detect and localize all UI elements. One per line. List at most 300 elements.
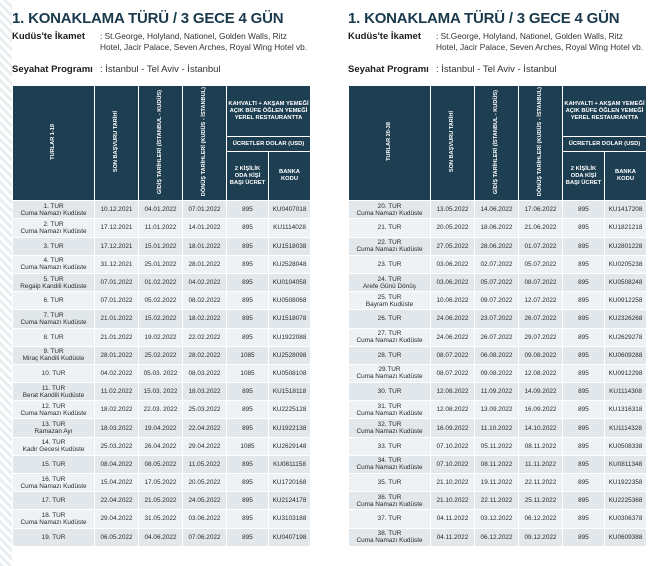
apply-date-cell: 16.09.2022 xyxy=(431,419,475,437)
tour-cell xyxy=(349,255,431,273)
table-header xyxy=(13,86,311,201)
departure-date-cell: 22.11.2022 xyxy=(475,492,519,510)
price-cell: 895 xyxy=(227,383,269,401)
apply-date-cell: 10.12.2021 xyxy=(95,201,139,219)
return-date-cell: 18.03.2022 xyxy=(183,383,227,401)
departure-date-cell: 04.01.2022 xyxy=(139,201,183,219)
return-date-cell: 05.07.2022 xyxy=(519,255,563,273)
return-date-cell: 28.01.2022 xyxy=(183,255,227,273)
tour-number: 29.TUR xyxy=(378,366,401,374)
hotel-value: : St.George, Holyland, Nationel, Golden Walls, Ritz Hotel, Jacir Palace, Seven Arches, Royal Wing Hotel vb. xyxy=(100,31,308,52)
departure-date-cell: 14.06.2022 xyxy=(475,201,519,219)
apply-date-cell: 31.12.2021 xyxy=(95,255,139,273)
bank-code-cell: KU0407018 xyxy=(269,201,311,219)
table-row xyxy=(13,383,311,401)
return-date-cell: 21.06.2022 xyxy=(519,219,563,237)
apply-date-cell: 06.05.2022 xyxy=(95,528,139,546)
right-tour-panel xyxy=(348,0,646,545)
return-date-cell: 29.07.2022 xyxy=(519,328,563,346)
price-cell: 1085 xyxy=(227,346,269,364)
price-cell: 895 xyxy=(227,219,269,237)
table-row xyxy=(13,510,311,528)
table-row xyxy=(349,201,647,219)
header-last-apply: SON BAŞVURU TARİHİ xyxy=(95,86,139,201)
header-bank-code: BANKA KODU xyxy=(269,152,311,201)
tour-note: Regaip Kandili Kudüste xyxy=(20,282,87,290)
apply-date-cell: 08.07.2022 xyxy=(431,346,475,364)
apply-date-cell: 29.04.2022 xyxy=(95,510,139,528)
tour-number: 18. TUR xyxy=(41,511,66,519)
tour-cell xyxy=(349,528,431,546)
table-row xyxy=(349,255,647,273)
table-row xyxy=(349,401,647,419)
price-cell: 895 xyxy=(563,273,605,291)
bank-code-cell: KU1114308 xyxy=(605,383,647,401)
bank-code-cell: KU1417208 xyxy=(605,201,647,219)
price-cell: 895 xyxy=(563,383,605,401)
tour-note: Cuma Namazı Kudüste xyxy=(20,227,87,235)
tour-number: 15. TUR xyxy=(41,460,66,468)
departure-date-cell: 19.02.2022 xyxy=(139,328,183,346)
price-cell: 895 xyxy=(227,474,269,492)
tour-number: 26. TUR xyxy=(377,315,402,323)
tour-cell xyxy=(349,273,431,291)
tour-note: Cuma Namazı Kudüste xyxy=(356,209,423,217)
table-row xyxy=(349,273,647,291)
bank-code-cell: KU2326268 xyxy=(605,310,647,328)
return-date-cell: 25.11.2022 xyxy=(519,492,563,510)
table-row xyxy=(13,528,311,546)
price-cell: 895 xyxy=(563,401,605,419)
bank-code-cell: KU0407198 xyxy=(269,528,311,546)
tour-number: 11. TUR xyxy=(41,384,66,392)
tour-table xyxy=(348,85,647,547)
apply-date-cell: 08.04.2022 xyxy=(95,455,139,473)
table-row xyxy=(13,219,311,237)
program-label: Seyahat Programı xyxy=(348,64,429,75)
return-date-cell: 25.03.2022 xyxy=(183,401,227,419)
departure-date-cell: 11.10.2022 xyxy=(475,419,519,437)
bank-code-cell: KU2124178 xyxy=(269,492,311,510)
header-board: KAHVALTI + AKŞAM YEMEĞİ AÇIK BÜFE ÖĞLEN YEMEĞİ YEREL RESTAURANTTA xyxy=(563,86,647,137)
tour-cell xyxy=(349,383,431,401)
bank-code-cell: KU1518038 xyxy=(269,237,311,255)
tour-cell xyxy=(13,219,95,237)
apply-date-cell: 18.03.2022 xyxy=(95,419,139,437)
bank-code-cell: KU0912298 xyxy=(605,364,647,382)
return-date-cell: 16.09.2022 xyxy=(519,401,563,419)
header-tours: TURLAR 1-19 xyxy=(13,86,95,201)
table-body xyxy=(13,201,311,547)
tour-note: Cuma Namazı Kudüste xyxy=(20,264,87,272)
tour-number: 36. TUR xyxy=(377,493,402,501)
price-cell: 895 xyxy=(563,474,605,492)
decorative-pattern xyxy=(0,0,12,566)
bank-code-cell: KU0508338 xyxy=(605,437,647,455)
table-row xyxy=(13,437,311,455)
price-cell: 895 xyxy=(563,310,605,328)
tour-number: 23. TUR xyxy=(377,260,402,268)
return-date-cell: 07.01.2022 xyxy=(183,201,227,219)
apply-date-cell: 15.04.2022 xyxy=(95,474,139,492)
return-date-cell: 08.11.2022 xyxy=(519,437,563,455)
program-value: : İstanbul - Tel Aviv - İstanbul xyxy=(100,64,221,75)
apply-date-cell: 24.06.2022 xyxy=(431,328,475,346)
table-row xyxy=(13,292,311,310)
tour-note: Cuma Namazı Kudüste xyxy=(356,337,423,345)
tour-table xyxy=(12,85,311,547)
tour-note: Berat Kandili Kudüste xyxy=(22,391,85,399)
tour-number: 12. TUR xyxy=(41,402,66,410)
price-cell: 895 xyxy=(563,492,605,510)
table-row xyxy=(349,510,647,528)
tour-note: Ramazan Ayı xyxy=(34,428,73,436)
tour-number: 25. TUR xyxy=(377,293,402,301)
apply-date-cell: 13.05.2022 xyxy=(431,201,475,219)
tour-number: 32. TUR xyxy=(377,421,402,429)
price-cell: 895 xyxy=(563,255,605,273)
return-date-cell: 22.11.2022 xyxy=(519,474,563,492)
apply-date-cell: 17.12.2021 xyxy=(95,237,139,255)
departure-date-cell: 08.11.2022 xyxy=(475,455,519,473)
price-cell: 895 xyxy=(563,510,605,528)
table-row xyxy=(349,528,647,546)
bank-code-cell: KU0912258 xyxy=(605,292,647,310)
tour-cell xyxy=(349,346,431,364)
price-cell: 895 xyxy=(563,219,605,237)
apply-date-cell: 10.06.2022 xyxy=(431,292,475,310)
tour-cell xyxy=(13,492,95,510)
return-date-cell: 26.07.2022 xyxy=(519,310,563,328)
tour-cell xyxy=(349,474,431,492)
bank-code-cell: KU2528098 xyxy=(269,346,311,364)
price-cell: 895 xyxy=(227,419,269,437)
bank-code-cell: KU2801228 xyxy=(605,237,647,255)
header-board: KAHVALTI + AKŞAM YEMEĞİ AÇIK BÜFE ÖĞLEN YEMEĞİ YEREL RESTAURANTTA xyxy=(227,86,311,137)
hotel-info xyxy=(348,31,646,53)
header-return: DÖNÜŞ TARİHLERİ (KUDÜS - İSTANBUL) xyxy=(183,86,227,201)
header-departure: GİDİŞ TARİHLERİ (İSTANBUL - KUDÜS) xyxy=(139,86,183,201)
tour-number: 34. TUR xyxy=(377,457,402,465)
return-date-cell: 22.04.2022 xyxy=(183,419,227,437)
table-row xyxy=(349,328,647,346)
bank-code-cell: KU1114028 xyxy=(269,219,311,237)
program-info xyxy=(12,64,310,76)
departure-date-cell: 01.02.2022 xyxy=(139,273,183,291)
apply-date-cell: 25.03.2022 xyxy=(95,437,139,455)
departure-date-cell: 17.05.2022 xyxy=(139,474,183,492)
departure-date-cell: 13.09.2022 xyxy=(475,401,519,419)
price-cell: 895 xyxy=(227,492,269,510)
tour-number: 2. TUR xyxy=(43,220,64,228)
tour-number: 19. TUR xyxy=(41,533,66,541)
tour-note: Cuma Namazı Kudüste xyxy=(20,482,87,490)
bank-code-cell: KU1821218 xyxy=(605,219,647,237)
price-cell: 895 xyxy=(227,510,269,528)
apply-date-cell: 20.05.2022 xyxy=(431,219,475,237)
tour-number: 5. TUR xyxy=(43,275,64,283)
bank-code-cell: KU2629148 xyxy=(269,437,311,455)
price-cell: 895 xyxy=(563,328,605,346)
departure-date-cell: 26.04.2022 xyxy=(139,437,183,455)
tour-note: Kadir Gecesi Kudüste xyxy=(22,446,85,454)
tour-number: 31. TUR xyxy=(377,402,402,410)
departure-date-cell: 15.02.2022 xyxy=(139,310,183,328)
tour-cell xyxy=(349,328,431,346)
tour-cell xyxy=(349,401,431,419)
tour-note: Cuma Namazı Kudüste xyxy=(356,246,423,254)
tour-cell xyxy=(13,474,95,492)
tour-cell xyxy=(13,419,95,437)
bank-code-cell: KU0609388 xyxy=(605,528,647,546)
departure-date-cell: 08.05.2022 xyxy=(139,455,183,473)
hotel-value: : St.George, Holyland, Nationel, Golden Walls, Ritz Hotel, Jacir Palace, Seven Arches, Royal Wing Hotel vb. xyxy=(436,31,644,52)
departure-date-cell: 04.06.2022 xyxy=(139,528,183,546)
apply-date-cell: 07.10.2022 xyxy=(431,455,475,473)
departure-date-cell: 18.06.2022 xyxy=(475,219,519,237)
tour-cell xyxy=(13,328,95,346)
table-row xyxy=(13,310,311,328)
tour-cell xyxy=(13,255,95,273)
apply-date-cell: 24.06.2022 xyxy=(431,310,475,328)
bank-code-cell: KU0508248 xyxy=(605,273,647,291)
program-value: : İstanbul - Tel Aviv - İstanbul xyxy=(436,64,557,75)
tour-note: Cuma Namazı Kudüste xyxy=(356,500,423,508)
tour-note: Arefe Günü Dönüş xyxy=(363,282,416,290)
return-date-cell: 08.07.2022 xyxy=(519,273,563,291)
apply-date-cell: 21.01.2022 xyxy=(95,310,139,328)
tour-note: Miraç Kandili Kudüste xyxy=(22,355,85,363)
price-cell: 895 xyxy=(563,364,605,382)
bank-code-cell: KU0205238 xyxy=(605,255,647,273)
apply-date-cell: 03.06.2022 xyxy=(431,255,475,273)
departure-date-cell: 11.09.2022 xyxy=(475,383,519,401)
tour-number: 20. TUR xyxy=(377,202,402,210)
return-date-cell: 08.03.2022 xyxy=(183,364,227,382)
price-cell: 1085 xyxy=(227,437,269,455)
table-row xyxy=(349,455,647,473)
return-date-cell: 04.02.2022 xyxy=(183,273,227,291)
tour-cell xyxy=(349,455,431,473)
header-price: 2 KİŞİLİK ODA KİŞİ BAŞI ÜCRET xyxy=(227,152,269,201)
tour-number: 21. TUR xyxy=(377,224,402,232)
tour-note: Cuma Namazı Kudüste xyxy=(20,409,87,417)
price-cell: 895 xyxy=(227,328,269,346)
table-row xyxy=(13,201,311,219)
departure-date-cell: 26.07.2022 xyxy=(475,328,519,346)
tour-cell xyxy=(349,437,431,455)
tour-cell xyxy=(13,310,95,328)
bank-code-cell: KU0508068 xyxy=(269,292,311,310)
return-date-cell: 18.01.2022 xyxy=(183,237,227,255)
departure-date-cell: 28.06.2022 xyxy=(475,237,519,255)
apply-date-cell: 08.07.2022 xyxy=(431,364,475,382)
bank-code-cell: KU0811158 xyxy=(269,455,311,473)
bank-code-cell: KU0508108 xyxy=(269,364,311,382)
tour-cell xyxy=(349,201,431,219)
apply-date-cell: 28.01.2022 xyxy=(95,346,139,364)
apply-date-cell: 27.05.2022 xyxy=(431,237,475,255)
price-cell: 895 xyxy=(563,237,605,255)
bank-code-cell: KU2629278 xyxy=(605,328,647,346)
bank-code-cell: KU1518078 xyxy=(269,310,311,328)
departure-date-cell: 05.07.2022 xyxy=(475,273,519,291)
tour-number: 37. TUR xyxy=(377,515,402,523)
price-cell: 1085 xyxy=(227,364,269,382)
table-row xyxy=(349,292,647,310)
tour-number: 16. TUR xyxy=(41,475,66,483)
return-date-cell: 24.05.2022 xyxy=(183,492,227,510)
tour-number: 9. TUR xyxy=(43,348,64,356)
left-tour-panel xyxy=(12,0,310,541)
price-cell: 895 xyxy=(563,437,605,455)
bank-code-cell: KU1720168 xyxy=(269,474,311,492)
program-label: Seyahat Programı xyxy=(12,64,93,75)
header-currency: ÜCRETLER DOLAR (USD) xyxy=(227,137,311,152)
return-date-cell: 09.08.2022 xyxy=(519,346,563,364)
departure-date-cell: 31.05.2022 xyxy=(139,510,183,528)
header-currency: ÜCRETLER DOLAR (USD) xyxy=(563,137,647,152)
table-row xyxy=(13,273,311,291)
table-row xyxy=(349,310,647,328)
table-row xyxy=(349,437,647,455)
price-cell: 895 xyxy=(227,255,269,273)
table-row xyxy=(349,383,647,401)
bank-code-cell: KU1922088 xyxy=(269,328,311,346)
table-row xyxy=(349,492,647,510)
table-row xyxy=(13,492,311,510)
table-row xyxy=(349,419,647,437)
table-row xyxy=(13,328,311,346)
tour-number: 30. TUR xyxy=(377,388,402,396)
tour-number: 38. TUR xyxy=(377,530,402,538)
departure-date-cell: 11.01.2022 xyxy=(139,219,183,237)
table-row xyxy=(13,237,311,255)
return-date-cell: 07.06.2022 xyxy=(183,528,227,546)
tour-note: Cuma Namazı Kudüste xyxy=(20,318,87,326)
departure-date-cell: 15.01.2022 xyxy=(139,237,183,255)
tour-note: Cuma Namazı Kudüste xyxy=(356,464,423,472)
tour-cell xyxy=(349,310,431,328)
tour-cell xyxy=(13,292,95,310)
tour-note: Cuma Namazı Kudüste xyxy=(356,537,423,545)
price-cell: 895 xyxy=(227,273,269,291)
tour-cell xyxy=(13,437,95,455)
table-row xyxy=(349,474,647,492)
return-date-cell: 11.05.2022 xyxy=(183,455,227,473)
tour-number: 6. TUR xyxy=(43,297,64,305)
return-date-cell: 11.11.2022 xyxy=(519,455,563,473)
section-title: 1. KONAKLAMA TÜRÜ / 3 GECE 4 GÜN xyxy=(348,10,620,27)
apply-date-cell: 11.02.2022 xyxy=(95,383,139,401)
tour-cell xyxy=(13,364,95,382)
tour-number: 13. TUR xyxy=(41,421,66,429)
return-date-cell: 29.04.2022 xyxy=(183,437,227,455)
bank-code-cell: KU0104058 xyxy=(269,273,311,291)
price-cell: 895 xyxy=(227,528,269,546)
departure-date-cell: 06.12.2022 xyxy=(475,528,519,546)
tour-cell xyxy=(349,419,431,437)
tour-cell xyxy=(13,455,95,473)
apply-date-cell: 12.08.2022 xyxy=(431,401,475,419)
header-departure: GİDİŞ TARİHLERİ (İSTANBUL - KUDÜS) xyxy=(475,86,519,201)
table-row xyxy=(13,346,311,364)
departure-date-cell: 03.12.2022 xyxy=(475,510,519,528)
bank-code-cell: KU1518118 xyxy=(269,383,311,401)
tour-note: Cuma Namazı Kudüste xyxy=(356,428,423,436)
table-row xyxy=(13,401,311,419)
hotel-info xyxy=(12,31,310,53)
price-cell: 895 xyxy=(227,237,269,255)
tour-note: Cuma Namazı Kudüste xyxy=(356,373,423,381)
tour-number: 4. TUR xyxy=(43,257,64,265)
table-row xyxy=(349,346,647,364)
tour-cell xyxy=(13,510,95,528)
tour-cell xyxy=(349,219,431,237)
tour-number: 3. TUR xyxy=(43,242,64,250)
bank-code-cell: KU0609288 xyxy=(605,346,647,364)
departure-date-cell: 05.03. 2022 xyxy=(139,364,183,382)
price-cell: 895 xyxy=(227,310,269,328)
return-date-cell: 14.10.2022 xyxy=(519,419,563,437)
return-date-cell: 06.12.2022 xyxy=(519,510,563,528)
apply-date-cell: 12.08.2022 xyxy=(431,383,475,401)
section-title: 1. KONAKLAMA TÜRÜ / 3 GECE 4 GÜN xyxy=(12,10,284,27)
apply-date-cell: 04.11.2022 xyxy=(431,510,475,528)
table-body xyxy=(349,201,647,547)
header-last-apply: SON BAŞVURU TARİHİ xyxy=(431,86,475,201)
return-date-cell: 03.06.2022 xyxy=(183,510,227,528)
table-row xyxy=(349,237,647,255)
table-row xyxy=(349,219,647,237)
tour-number: 10. TUR xyxy=(41,369,66,377)
tour-number: 17. TUR xyxy=(41,497,66,505)
tour-cell xyxy=(13,273,95,291)
tour-cell xyxy=(13,401,95,419)
apply-date-cell: 17.12.2021 xyxy=(95,219,139,237)
return-date-cell: 09.12.2022 xyxy=(519,528,563,546)
tour-cell xyxy=(13,201,95,219)
tour-cell xyxy=(349,364,431,382)
bank-code-cell: KU2225128 xyxy=(269,401,311,419)
return-date-cell: 12.08.2022 xyxy=(519,364,563,382)
bank-code-cell: KU2528048 xyxy=(269,255,311,273)
tour-note: Cuma Namazı Kudüste xyxy=(356,409,423,417)
apply-date-cell: 21.01.2022 xyxy=(95,328,139,346)
header-tours: TURLAR 20-38 xyxy=(349,86,431,201)
apply-date-cell: 18.02.2022 xyxy=(95,401,139,419)
tour-note: Cuma Namazı Kudüste xyxy=(20,209,87,217)
hotel-label: Kudüs'te İkamet xyxy=(348,31,421,42)
departure-date-cell: 05.11.2022 xyxy=(475,437,519,455)
return-date-cell: 14.01.2022 xyxy=(183,219,227,237)
table-row xyxy=(13,255,311,273)
header-price: 2 KİŞİLİK ODA KİŞİ BAŞI ÜCRET xyxy=(563,152,605,201)
price-cell: 895 xyxy=(563,419,605,437)
apply-date-cell: 21.10.2022 xyxy=(431,492,475,510)
departure-date-cell: 19.04.2022 xyxy=(139,419,183,437)
return-date-cell: 22.02.2022 xyxy=(183,328,227,346)
hotel-label: Kudüs'te İkamet xyxy=(12,31,85,42)
price-cell: 895 xyxy=(563,455,605,473)
bank-code-cell: KU0306378 xyxy=(605,510,647,528)
apply-date-cell: 07.01.2022 xyxy=(95,292,139,310)
apply-date-cell: 07.01.2022 xyxy=(95,273,139,291)
table-row xyxy=(13,455,311,473)
departure-date-cell: 09.08.2022 xyxy=(475,364,519,382)
table-row xyxy=(13,419,311,437)
departure-date-cell: 22.03. 2022 xyxy=(139,401,183,419)
